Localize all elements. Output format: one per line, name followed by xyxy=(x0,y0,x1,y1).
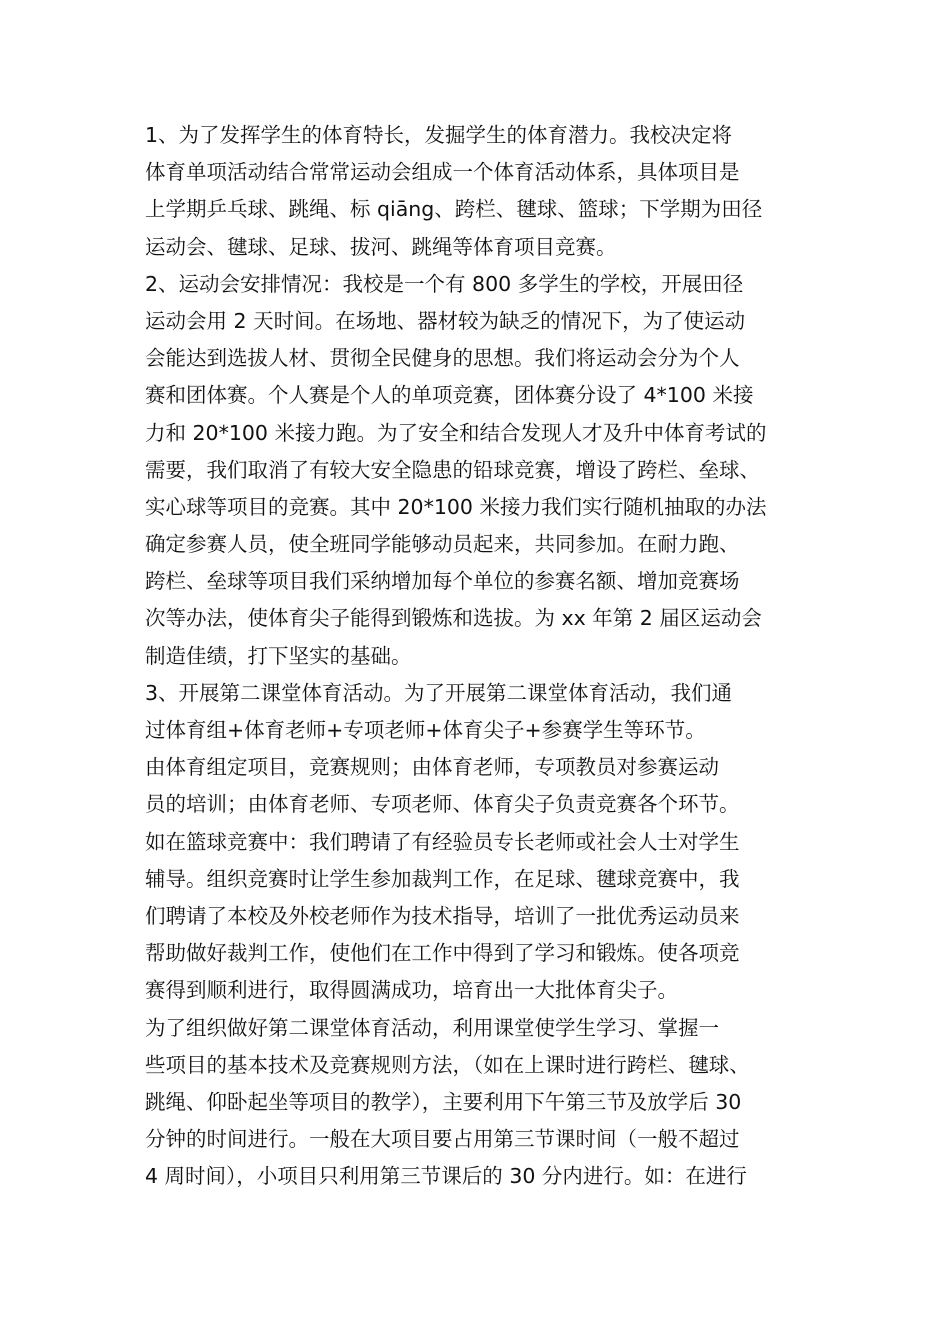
text-line: 确定参赛人员，使全班同学能够动员起来，共同参加。在耐力跑、 xyxy=(145,532,740,557)
text-line: 分钟的时间进行。一般在大项目要占用第三节课时间（一般不超过 xyxy=(145,1127,740,1152)
text-line: 1、为了发挥学生的体育特长，发掘学生的体育潜力。我校决定将 xyxy=(145,123,733,147)
text-line: 为了组织做好第二课堂体育活动，利用课堂使学生学习、掌握一 xyxy=(145,1015,719,1040)
text-line: 运动会、毽球、足球、拔河、跳绳等体育项目竞赛。 xyxy=(145,234,617,259)
text-line: 运动会用 2 天时间。在场地、器材较为缺乏的情况下，为了使运动 xyxy=(145,308,746,333)
text-line: 上学期乒乓球、跳绳、标 qiāng、跨栏、毽球、篮球；下学期为田径 xyxy=(145,197,763,222)
text-line: 辅导。组织竞赛时让学生参加裁判工作，在足球、毽球竞赛中，我 xyxy=(145,866,740,891)
text-line: 过体育组+体育老师+专项老师+体育尖子+参赛学生等环节。 xyxy=(145,718,706,742)
text-line: 次等办法，使体育尖子能得到锻炼和选拔。为 xx 年第 2 届区运动会 xyxy=(145,606,762,631)
paragraph-5 xyxy=(145,1010,825,1196)
text-line: 跳绳、仰卧起坐等项目的教学），主要利用下午第三节及放学后 30 xyxy=(145,1089,742,1114)
text-line: 会能达到选拔人材、贯彻全民健身的思想。我们将运动会分为个人 xyxy=(145,346,740,371)
text-line: 如在篮球竞赛中：我们聘请了有经验员专长老师或社会人士对学生 xyxy=(145,829,740,854)
text-line: 帮助做好裁判工作，使他们在工作中得到了学习和锻炼。使各项竞 xyxy=(145,941,740,966)
paragraph-1 xyxy=(145,117,825,266)
text-line: 制造佳绩，打下坚实的基础。 xyxy=(145,643,412,668)
text-line: 力和 20*100 米接力跑。为了安全和结合发现人才及升中体育考试的 xyxy=(145,420,767,445)
paragraph-4 xyxy=(145,749,825,1009)
text-line: 4 周时间），小项目只利用第三节课后的 30 分内进行。如：在进行 xyxy=(145,1164,747,1189)
text-line: 些项目的基本技术及竞赛规则方法，（如在上课时进行跨栏、毽球、 xyxy=(145,1052,750,1077)
text-line: 跨栏、垒球等项目我们采纳增加每个单位的参赛名额、增加竞赛场 xyxy=(145,569,740,594)
text-line: 需要，我们取消了有较大安全隐患的铅球竞赛，增设了跨栏、垒球、 xyxy=(145,457,760,482)
text-line: 实心球等项目的竞赛。其中 20*100 米接力我们实行随机抽取的办法 xyxy=(145,494,767,519)
text-line: 赛和团体赛。个人赛是个人的单项竞赛，团体赛分设了 4*100 米接 xyxy=(145,383,754,408)
text-line: 们聘请了本校及外校老师作为技术指导，培训了一批优秀运动员来 xyxy=(145,903,740,928)
text-line: 员的培训；由体育老师、专项老师、体育尖子负责竞赛各个环节。 xyxy=(145,792,740,817)
text-line: 由体育组定项目，竞赛规则；由体育老师，专项教员对参赛运动 xyxy=(145,755,719,780)
document-body xyxy=(145,117,825,1195)
text-line: 体育单项活动结合常常运动会组成一个体育活动体系，具体项目是 xyxy=(145,160,740,185)
paragraph-3 xyxy=(145,675,825,749)
text-line: 3、开展第二课堂体育活动。为了开展第二课堂体育活动，我们通 xyxy=(145,680,733,705)
paragraph-2 xyxy=(145,266,825,675)
text-line: 赛得到顺利进行，取得圆满成功，培育出一大批体育尖子。 xyxy=(145,978,678,1003)
text-line: 2、运动会安排情况：我校是一个有 800 多学生的学校，开展田径 xyxy=(145,271,744,296)
